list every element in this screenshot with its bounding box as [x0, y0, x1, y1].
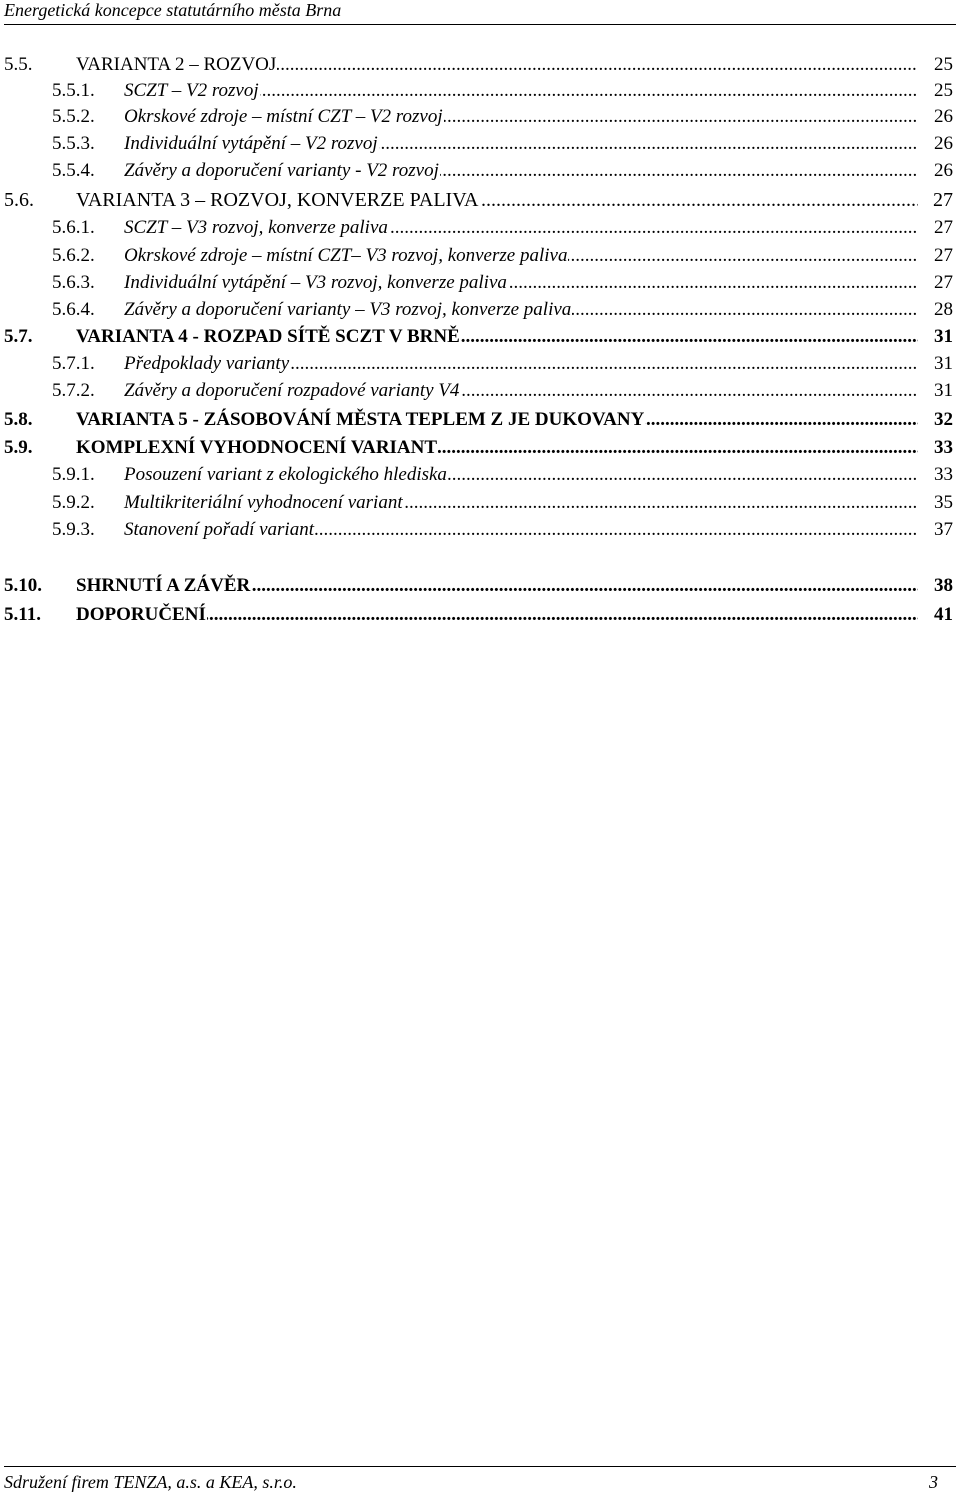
toc-entry-page: 31	[933, 378, 953, 404]
toc-entry-page: 37	[933, 517, 953, 543]
toc-entry-number: 5.9.3.	[52, 519, 95, 540]
toc-entry-number: 5.9.1.	[52, 464, 95, 485]
toc-entry-5-5[interactable]	[0, 52, 960, 78]
toc-entry-number: 5.7.2.	[52, 380, 95, 401]
toc-entry-number: 5.10.	[4, 575, 42, 596]
running-header	[4, 0, 956, 25]
toc-entry-page: 35	[933, 490, 953, 516]
toc-entry-title: Individuální vytápění – V3 rozvoj, konverze paliva	[124, 270, 508, 296]
footer-organization: Sdružení firem TENZA, a.s. a KEA, s.r.o.	[4, 1472, 297, 1492]
toc-entry-5-9-3[interactable]	[0, 517, 960, 543]
toc-entry-title: VARIANTA 5 - ZÁSOBOVÁNÍ MĚSTA TEPLEM Z JE DUKOVANY	[76, 407, 645, 433]
toc-entry-5-6-1[interactable]	[0, 215, 960, 241]
toc-entry-5-8[interactable]	[0, 407, 960, 433]
toc-entry-title: Multikriteriální vyhodnocení variant	[124, 490, 404, 516]
toc-entry-title: SCZT – V2 rozvoj	[124, 78, 260, 104]
toc-entry-number: 5.5.4.	[52, 160, 95, 181]
toc-entry-title: VARIANTA 4 - ROZPAD SÍTĚ SCZT V BRNĚ	[76, 324, 461, 350]
toc-entry-number: 5.11.	[4, 604, 41, 625]
toc-entry-title: Závěry a doporučení rozpadové varianty V4	[124, 378, 460, 404]
toc-entry-5-5-1[interactable]	[0, 78, 960, 104]
toc-entry-page: 26	[933, 131, 953, 157]
toc-entry-page: 33	[933, 462, 953, 488]
toc-entry-page: 41	[933, 602, 953, 628]
toc-entry-page: 26	[933, 158, 953, 184]
toc-entry-page: 33	[933, 435, 953, 461]
toc-entry-5-5-4[interactable]	[0, 158, 960, 184]
toc-entry-5-6-2[interactable]	[0, 243, 960, 269]
toc-entry-number: 5.7.1.	[52, 353, 95, 374]
toc-entry-5-9[interactable]	[0, 435, 960, 461]
toc-entry-page: 38	[933, 573, 953, 599]
toc-entry-title: VARIANTA 2 – ROZVOJ	[76, 52, 277, 78]
toc-entry-page: 27	[933, 215, 953, 241]
toc-entry-5-5-3[interactable]	[0, 131, 960, 157]
toc-entry-title: Individuální vytápění – V2 rozvoj	[124, 131, 379, 157]
toc-entry-number: 5.5.1.	[52, 80, 95, 101]
toc-entry-number: 5.6.4.	[52, 299, 95, 320]
toc-entry-number: 5.9.	[4, 437, 33, 458]
toc-entry-5-7[interactable]	[0, 324, 960, 350]
running-footer	[4, 1466, 956, 1493]
toc-entry-page: 31	[933, 324, 953, 350]
toc-entry-title: Posouzení variant z ekologického hlediska	[124, 462, 448, 488]
footer-page-number: 3	[929, 1472, 938, 1492]
toc-entry-5-10[interactable]	[0, 573, 960, 599]
toc-entry-5-6-3[interactable]	[0, 270, 960, 296]
toc-entry-title: Stanovení pořadí variant	[124, 517, 315, 543]
toc-entry-title: Předpoklady varianty	[124, 351, 290, 377]
toc-entry-title: Závěry a doporučení varianty - V2 rozvoj	[124, 158, 440, 184]
toc-entry-title: SHRNUTÍ A ZÁVĚR	[76, 573, 251, 599]
toc-entry-title: KOMPLEXNÍ VYHODNOCENÍ VARIANT	[76, 435, 438, 461]
toc-entry-5-9-1[interactable]	[0, 462, 960, 488]
toc-entry-title: VARIANTA 3 – ROZVOJ, KONVERZE PALIVA	[76, 189, 479, 211]
toc-entry-number: 5.5.2.	[52, 106, 95, 127]
toc-entry-title: Okrskové zdroje – místní CZT – V2 rozvoj	[124, 104, 444, 130]
toc-entry-page: 27	[933, 270, 953, 296]
toc-entry-number: 5.6.2.	[52, 245, 95, 266]
toc-entry-number: 5.6.3.	[52, 272, 95, 293]
toc-entry-page: 27	[933, 243, 953, 269]
toc-entry-page: 32	[933, 407, 953, 433]
document-title: Energetická koncepce statutárního města Brna	[4, 0, 342, 20]
toc-entry-5-7-2[interactable]	[0, 378, 960, 404]
toc-entry-number: 5.5.3.	[52, 133, 95, 154]
toc-entry-number: 5.6.	[4, 189, 34, 211]
toc-entry-number: 5.5.	[4, 54, 33, 75]
toc-entry-title: Okrskové zdroje – místní CZT– V3 rozvoj, konverze paliva	[124, 243, 568, 269]
toc-entry-5-9-2[interactable]	[0, 490, 960, 516]
toc-entry-5-6[interactable]	[0, 187, 960, 213]
toc-entry-5-7-1[interactable]	[0, 351, 960, 377]
toc-entry-page: 27	[933, 189, 953, 211]
toc-entry-page: 26	[933, 104, 953, 130]
toc-entry-page: 25	[933, 78, 953, 104]
toc-entry-title: Závěry a doporučení varianty – V3 rozvoj, konverze paliva	[124, 297, 572, 323]
toc-entry-page: 28	[933, 297, 953, 323]
toc-entry-page: 25	[933, 52, 953, 78]
toc-entry-title: DOPORUČENÍ	[76, 602, 207, 628]
toc-entry-5-6-4[interactable]	[0, 297, 960, 323]
toc-entry-title: SCZT – V3 rozvoj, konverze paliva	[124, 215, 389, 241]
toc-entry-number: 5.7.	[4, 326, 33, 347]
toc-entry-5-11[interactable]	[0, 602, 960, 628]
toc-entry-number: 5.8.	[4, 409, 33, 430]
toc-entry-5-5-2[interactable]	[0, 104, 960, 130]
toc-entry-number: 5.9.2.	[52, 492, 95, 513]
toc-entry-page: 31	[933, 351, 953, 377]
toc-entry-number: 5.6.1.	[52, 217, 95, 238]
